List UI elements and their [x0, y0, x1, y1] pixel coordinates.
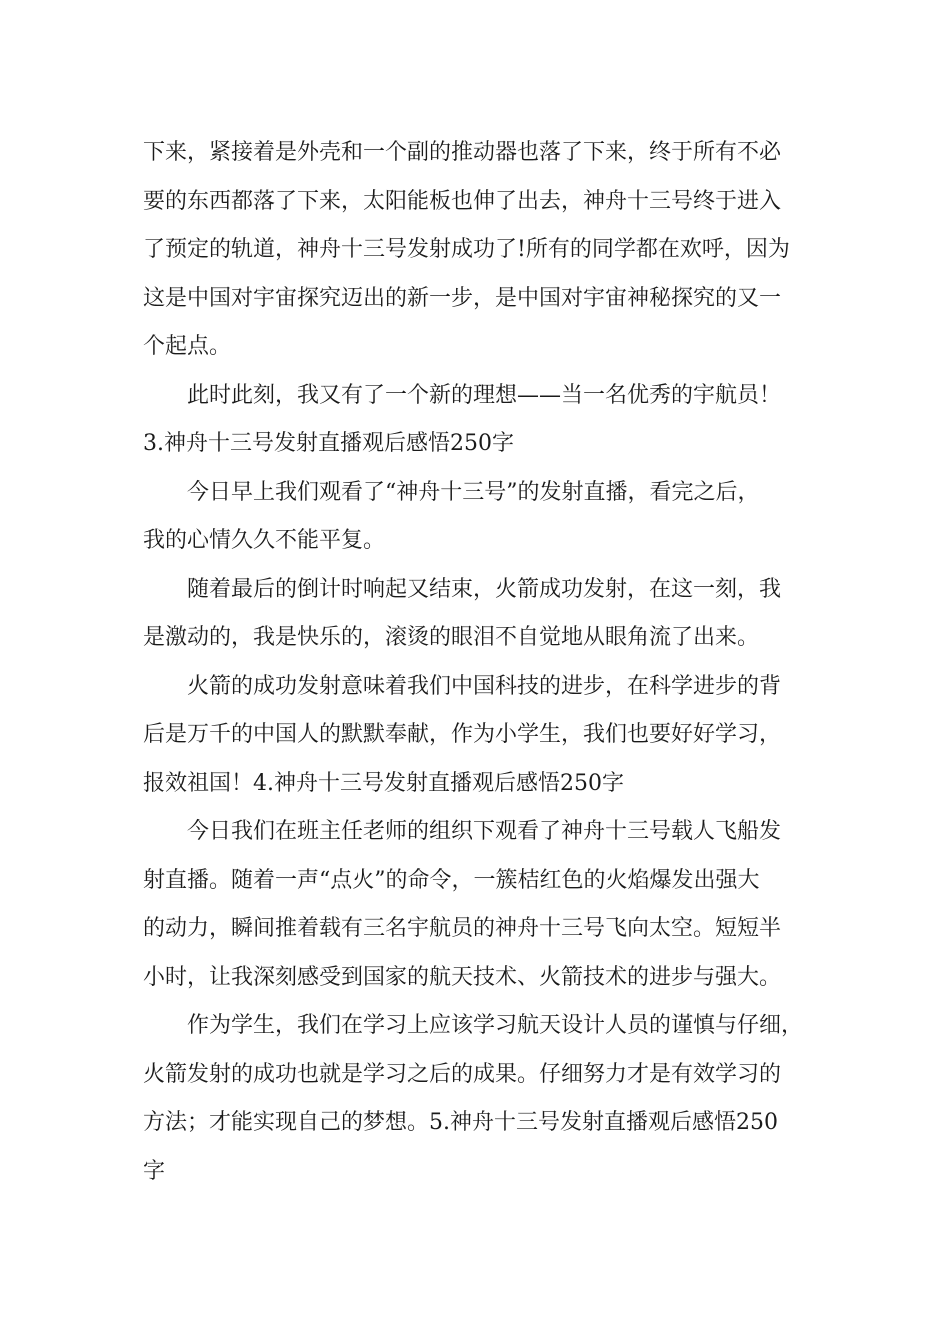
text-line: 此时此刻，我又有了一个新的理想——当一名优秀的宇航员！	[187, 382, 782, 408]
text-line: 了预定的轨道，神舟十三号发射成功了!所有的同学都在欢呼，因为	[143, 237, 790, 262]
text-line: 后是万千的中国人的默默奉献，作为小学生，我们也要好好学习，	[143, 722, 782, 747]
text-line: 火箭发射的成功也就是学习之后的成果。仔细努力才是有效学习的	[143, 1061, 782, 1087]
document-body	[143, 129, 823, 1196]
text-line: 小时，让我深刻感受到国家的航天技术、火箭技术的进步与强大。	[143, 964, 782, 990]
text-line: 今日我们在班主任老师的组织下观看了神舟十三号载人飞船发	[187, 819, 782, 844]
section-heading: 3.神舟十三号发射直播观后感悟250字	[143, 431, 514, 456]
text-line: 我的心情久久不能平复。	[143, 528, 386, 553]
text-line: 随着最后的倒计时响起又结束，火箭成功发射，在这一刻，我	[187, 576, 782, 602]
text-line: 射直播。随着一声“点火”的命令，一簇桔红色的火焰爆发出强大	[143, 867, 760, 893]
text-line: 字	[143, 1158, 166, 1184]
text-line: 报效祖国！4.神舟十三号发射直播观后感悟250字	[143, 770, 624, 796]
text-line: 这是中国对宇宙探究迈出的新一步，是中国对宇宙神秘探究的又一	[143, 285, 782, 311]
text-line: 今日早上我们观看了“神舟十三号”的发射直播，看完之后，	[187, 479, 760, 505]
text-line: 的动力，瞬间推着载有三名宇航员的神舟十三号飞向太空。短短半	[143, 916, 782, 941]
text-line: 作为学生，我们在学习上应该学习航天设计人员的谨慎与仔细，	[187, 1013, 804, 1038]
text-line: 下来，紧接着是外壳和一个副的推动器也落了下来，终于所有不必	[143, 140, 782, 165]
text-line: 是激动的，我是快乐的，滚烫的眼泪不自觉地从眼角流了出来。	[143, 625, 760, 650]
text-line: 要的东西都落了下来，太阳能板也伸了出去，神舟十三号终于进入	[143, 188, 782, 214]
text-line: 个起点。	[143, 334, 232, 359]
text-line: 方法；才能实现自己的梦想。5.神舟十三号发射直播观后感悟250	[143, 1110, 778, 1135]
text-line: 火箭的成功发射意味着我们中国科技的进步，在科学进步的背	[187, 673, 782, 699]
